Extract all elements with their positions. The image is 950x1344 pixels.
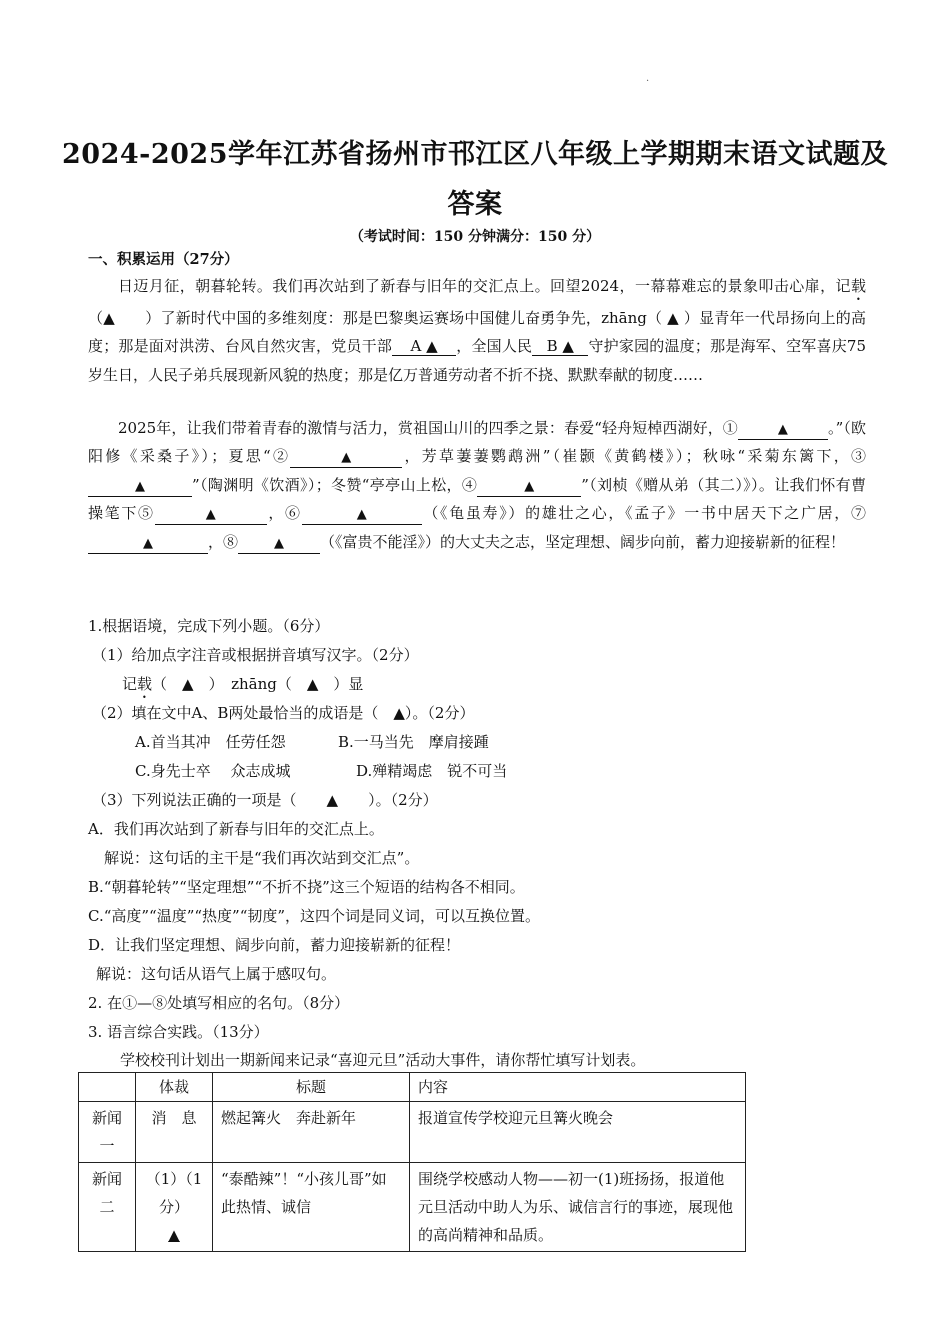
question-1-1-answer-line	[122, 674, 363, 702]
table-row	[79, 1163, 746, 1252]
header-cell: 标题	[213, 1073, 410, 1102]
section-heading: 一、积累运用（27分）	[88, 251, 239, 268]
passage-text: ”（陶渊明《饮酒》）；冬赞“亭亭山上松，④	[192, 475, 478, 494]
blank-7[interactable]: ▲	[88, 535, 208, 554]
dotted-char: 载	[850, 277, 866, 295]
blank-2[interactable]: ▲	[290, 449, 402, 468]
blank-6[interactable]: ▲	[302, 506, 422, 525]
statement-d-note: 解说：这句话从语气上属于感叹句。	[96, 965, 337, 983]
question-1-2: （2）填在文中A、B两处最恰当的成语是（ ▲）。（2分）	[92, 704, 475, 722]
passage-text: （《富贵不能淫》）的大丈夫之志，坚定理想、阔步向前，蓄力迎接崭新的征程！	[320, 532, 846, 551]
genre-cell: 消 息	[136, 1102, 213, 1163]
passage-text: 2025年，让我们带着青春的激情与活力，赏祖国山川的四季之景：春爱“轻舟短棹西湖好，①	[118, 419, 738, 437]
question-3: 3. 语言综合实践。（13分）	[88, 1023, 269, 1041]
corner-dot: ·	[646, 76, 650, 87]
genre-blank[interactable]: ▲	[168, 1226, 180, 1244]
genre-text: （1）（1分）	[145, 1170, 203, 1216]
title-cell: 燃起篝火 奔赴新年	[213, 1102, 410, 1163]
header-cell: 内容	[410, 1073, 746, 1102]
option-a[interactable]: A.首当其冲 任劳任怨	[135, 733, 286, 751]
passage-text: ，⑧	[208, 532, 239, 551]
question-1: 1.根据语境，完成下列小题。（6分）	[88, 617, 330, 635]
title-cell: “泰酷辣”！“小孩儿哥”如此热情、诚信	[213, 1163, 410, 1252]
statement-a-note: 解说：这句话的主干是“我们再次站到交汇点”。	[104, 849, 420, 867]
statement-b[interactable]: B.“朝暮轮转”“坚定理想”“不折不挠”这三个短语的结构各不相同。	[88, 878, 525, 896]
passage-text: 守护家园的温度；那是海军、空军喜庆75岁生日，人民子弟兵展现新风貌的热度；那是亿万普通劳动者不折不挠、默默奉献的韧度……	[88, 337, 866, 384]
statement-a[interactable]: A．我们再次站到了新春与旧年的交汇点上。	[88, 820, 384, 838]
row-label: 新闻一	[79, 1102, 136, 1163]
blank-a[interactable]: A ▲	[392, 337, 456, 356]
passage-text: 日迈月征，朝暮轮转。我们再次站到了新春与旧年的交汇点上。回望2024，一幕幕难忘的景象叩击心扉，记	[118, 277, 851, 295]
option-c[interactable]: C.身先士卒 众志成城	[135, 762, 291, 780]
passage-text: ，⑥	[266, 504, 302, 523]
row-label: 新闻二	[79, 1163, 136, 1252]
question-2: 2. 在①—⑧处填写相应的名句。（8分）	[88, 994, 350, 1012]
passage-text: ，全国人民	[456, 337, 533, 356]
question-1-1: （1）给加点字注音或根据拼音填写汉字。（2分）	[92, 646, 419, 664]
answer-text: 记	[122, 675, 138, 693]
statement-c[interactable]: C.“高度”“温度”“热度”“韧度”，这四个词是同义词，可以互换位置。	[88, 907, 541, 925]
table-header-row	[79, 1073, 746, 1102]
blank-5[interactable]: ▲	[155, 506, 267, 525]
content-cell: 报道宣传学校迎元旦篝火晚会	[410, 1102, 746, 1163]
option-d[interactable]: D.殚精竭虑 锐不可当	[356, 762, 508, 780]
blank-3[interactable]: ▲	[88, 478, 192, 497]
passage-paragraph-1	[88, 272, 866, 389]
passage-text: （▲ ）了新时代中国的多维刻度：那是巴黎奥运赛场中国健儿奋勇争先，zhāng（ ▲ ）显青年一代昂扬向上的高度；那是面对洪涝、台风自然灾害，党员干部	[88, 309, 866, 356]
blank-b[interactable]: B ▲	[532, 337, 588, 356]
blank-1[interactable]: ▲	[738, 421, 828, 440]
option-b[interactable]: B.一马当先 摩肩接踵	[338, 733, 489, 751]
content-cell: 围绕学校感动人物——初一(1)班扬扬，报道他元旦活动中助人为乐、诚信言行的事迹，展现他的高尚精神和品质。	[410, 1163, 746, 1252]
passage-text: 。”（欧阳修《采桑子》）；夏思“②	[88, 419, 866, 466]
answer-blanks[interactable]: （ ▲ ） zhāng（ ▲ ）显	[152, 675, 364, 693]
header-cell: 体裁	[136, 1073, 213, 1102]
question-3-intro: 学校校刊计划出一期新闻来记录“喜迎元旦”活动大事件，请你帮忙填写计划表。	[120, 1051, 646, 1069]
statement-d[interactable]: D．让我们坚定理想、阔步向前，蓄力迎接崭新的征程！	[88, 936, 461, 954]
passage-paragraph-2	[88, 414, 866, 556]
genre-cell[interactable]	[136, 1163, 213, 1252]
blank-4[interactable]: ▲	[477, 478, 581, 497]
question-1-3: （3）下列说法正确的一项是（ ▲ ）。（2分）	[92, 791, 438, 809]
page-title: 2024-2025学年江苏省扬州市邗江区八年级上学期期末语文试题及答案	[62, 139, 888, 220]
exam-info: （考试时间：150 分钟满分：150 分）	[349, 229, 601, 245]
passage-text: （《龟虽寿》）的雄壮之心，《孟子》一书中居天下之广居，⑦	[421, 504, 866, 523]
header-cell	[79, 1073, 136, 1102]
news-plan-table	[78, 1072, 746, 1252]
passage-text: ，芳草萋萋鹦鹉洲”（崔颢《黄鹤楼》）；秋咏“采菊东篱下，③	[402, 447, 867, 466]
passage-text: ”（刘桢《赠从弟（其二）》）。让我们怀有曹操笔下⑤	[88, 475, 867, 523]
dotted-char: 载	[137, 675, 153, 693]
table-row	[79, 1102, 746, 1163]
blank-8[interactable]: ▲	[238, 535, 320, 554]
